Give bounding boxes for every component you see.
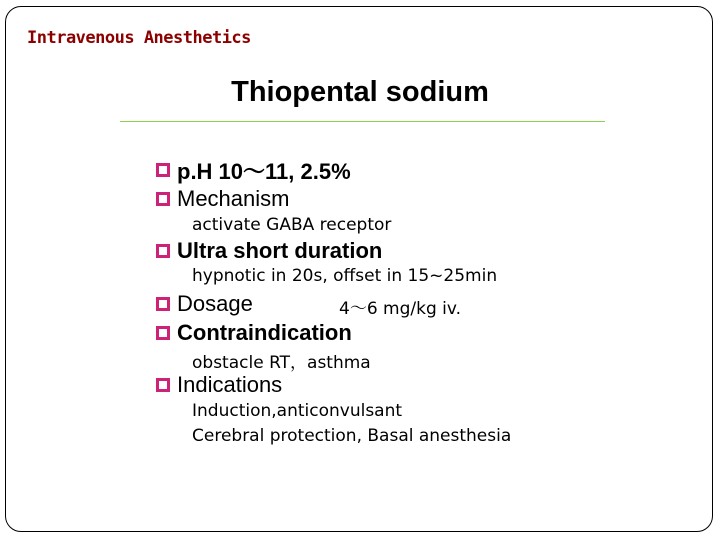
- bullet-dosage-text: Dosage: [177, 291, 253, 316]
- bullet-ultra-short-text: Ultra short duration: [177, 238, 383, 263]
- dosage-value: 4～6 mg/kg iv.: [339, 299, 462, 319]
- bullet-ultra-short: [155, 238, 382, 264]
- bullet-dosage: [155, 291, 253, 317]
- bullet-mechanism: [155, 186, 289, 212]
- square-bullet-icon: [155, 377, 171, 393]
- indications-detail-1: Induction,anticonvulsant: [192, 401, 403, 421]
- bullet-ph: [155, 157, 351, 183]
- slide-title: Thiopental sodium: [231, 76, 489, 108]
- square-bullet-icon: [155, 162, 171, 178]
- ultra-short-detail: hypnotic in 20s, offset in 15~25min: [192, 266, 498, 286]
- bullet-contraindication-text: Contraindication: [177, 320, 352, 345]
- square-bullet-icon: [155, 243, 171, 259]
- indications-detail-2: Cerebral protection, Basal anesthesia: [192, 426, 512, 446]
- square-bullet-icon: [155, 191, 171, 207]
- square-bullet-icon: [155, 325, 171, 341]
- contraindication-detail: obstacle RT，asthma: [192, 353, 371, 373]
- bullet-indications-text: Indications: [177, 372, 283, 397]
- bullet-indications: [155, 372, 282, 398]
- mechanism-detail: activate GABA receptor: [192, 215, 392, 235]
- section-header: Intravenous Anesthetics: [27, 28, 251, 48]
- square-bullet-icon: [155, 296, 171, 312]
- bullet-contraindication: [155, 320, 352, 346]
- bullet-ph-text: p.H 10～11, 2.5%: [177, 158, 351, 184]
- bullet-mechanism-text: Mechanism: [177, 186, 290, 211]
